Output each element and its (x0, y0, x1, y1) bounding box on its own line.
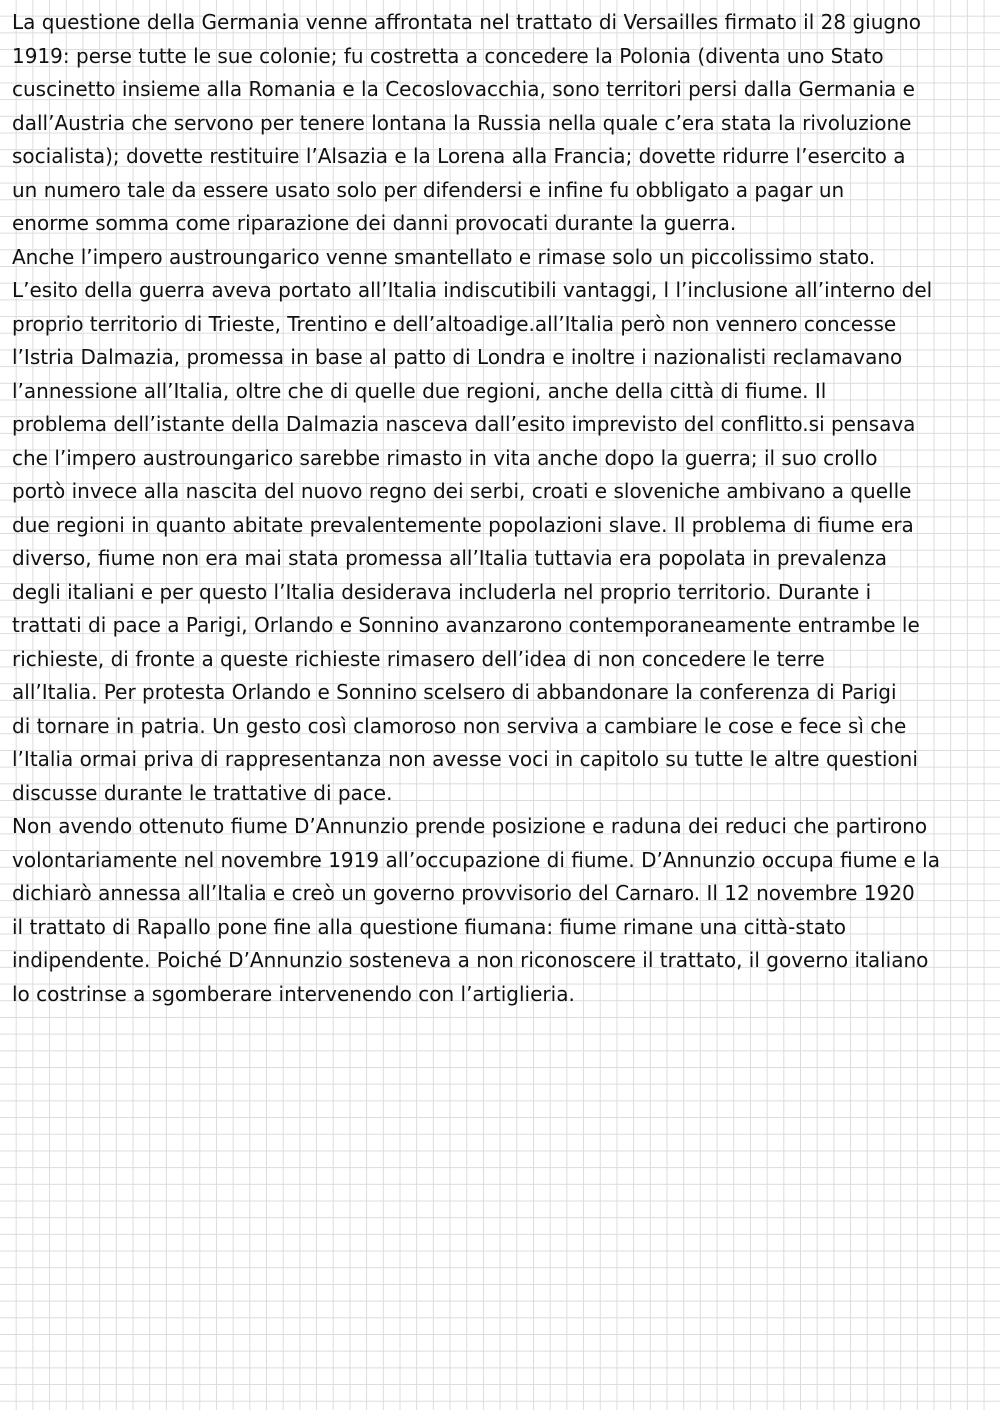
note-line: portò invece alla nascita del nuovo regno dei serbi, croati e sloveniche ambivano a quelle (12, 479, 912, 503)
note-line: problema dell’istante della Dalmazia nasceva dall’esito imprevisto del conflitto.si pensava (12, 412, 916, 436)
note-line: Non avendo ottenuto fiume D’Annunzio prende posizione e raduna dei reduci che partirono (12, 814, 928, 838)
note-line: trattati di pace a Parigi, Orlando e Sonnino avanzarono contemporaneamente entrambe le (12, 613, 920, 637)
note-line: due regioni in quanto abitate prevalentemente popolazioni slave. Il problema di fiume era (12, 512, 914, 537)
note-line: discusse durante le trattative di pace. (12, 780, 393, 805)
note-line: L’esito della guerra aveva portato all’Italia indiscutibili vantaggi, l l’inclusione all’interno del (12, 278, 933, 302)
note-line: proprio territorio di Trieste, Trentino e dell’altoadige.all’Italia però non vennero concesse (12, 311, 897, 336)
note-line: l’Italia ormai priva di rappresentanza non avesse voci in capitolo su tutte le altre questioni (12, 747, 918, 771)
note-line: l’Istria Dalmazia, promessa in base al patto di Londra e inoltre i nazionalisti reclamavano (12, 345, 903, 369)
note-line: che l’impero austroungarico sarebbe rimasto in vita anche dopo la guerra; il suo crollo (12, 445, 878, 470)
note-line: richieste, di fronte a queste richieste rimasero dell’idea di non concedere le terre (12, 646, 825, 671)
note-line: La questione della Germania venne affrontata nel trattato di Versailles firmato il 28 giugno (12, 10, 921, 34)
note-body (12, 6, 988, 1011)
note-line: dichiarò annessa all’Italia e creò un governo provvisorio del Carnaro. Il 12 novembre 1920 (12, 881, 915, 905)
note-line: lo costrinse a sgomberare intervenendo con l’artiglieria. (12, 981, 575, 1006)
note-line: enorme somma come riparazione dei danni provocati durante la guerra. (12, 211, 737, 235)
note-line: il trattato di Rapallo pone fine alla questione fiumana: fiume rimane una città-stato (12, 914, 846, 939)
note-line: Anche l’impero austroungarico venne smantellato e rimase solo un piccolissimo stato. (12, 244, 876, 269)
note-line: di tornare in patria. Un gesto così clamoroso non serviva a cambiare le cose e fece sì che (12, 713, 907, 738)
note-line: l’annessione all’Italia, oltre che di quelle due regioni, anche della città di fiume. Il (12, 378, 827, 403)
note-line: all’Italia. Per protesta Orlando e Sonnino scelsero di abbandonare la conferenza di Parigi (12, 680, 897, 704)
note-line: socialista); dovette restituire l’Alsazia e la Lorena alla Francia; dovette ridurre l’esercito a (12, 144, 906, 168)
note-line: degli italiani e per questo l’Italia desiderava includerla nel proprio territorio. Durante i (12, 579, 872, 604)
note-line: un numero tale da essere usato solo per difendersi e infine fu obbligato a pagar un (12, 177, 845, 202)
note-line: dall’Austria che servono per tenere lontana la Russia nella quale c’era stata la rivoluzione (12, 110, 912, 135)
note-line: cuscinetto insieme alla Romania e la Cecoslovacchia, sono territori persi dalla Germania e (12, 77, 915, 101)
note-line: diverso, fiume non era mai stata promessa all’Italia tuttavia era popolata in prevalenza (12, 546, 888, 570)
note-line: 1919: perse tutte le sue colonie; fu costretta a concedere la Polonia (diventa uno Stato (12, 43, 884, 68)
note-line: indipendente. Poiché D’Annunzio sosteneva a non riconoscere il trattato, il governo italiano (12, 948, 929, 972)
note-line: volontariamente nel novembre 1919 all’occupazione di fiume. D’Annunzio occupa fiume e la (12, 847, 940, 872)
